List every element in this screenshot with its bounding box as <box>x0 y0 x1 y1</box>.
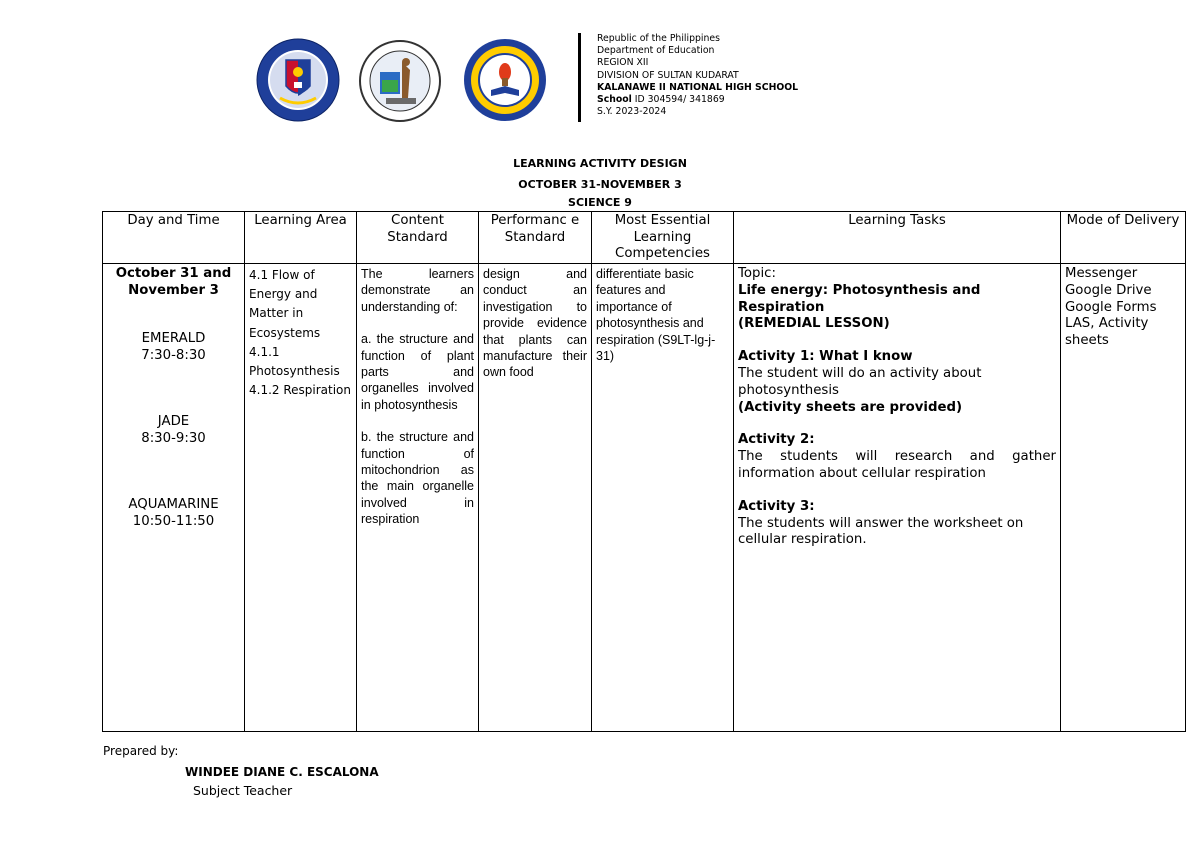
header-division: DIVISION OF SULTAN KUDARAT <box>597 69 739 81</box>
document-date-range: OCTOBER 31-NOVEMBER 3 <box>518 178 682 191</box>
learning-area-item: 4.1.1 Photosynthesis <box>249 344 340 379</box>
activity2-title: Activity 2: <box>738 432 815 448</box>
mode-item: Google Forms <box>1065 299 1157 315</box>
division-seal-logo <box>358 40 442 122</box>
learning-area-item: 4.1.2 Respiration <box>249 383 352 398</box>
activity3-title: Activity 3: <box>738 498 815 514</box>
cell-melc: differentiate basic features and importance of photosynthesis and respiration (S9LT-lg-j-31) <box>592 264 734 732</box>
cell-content-standard <box>357 264 479 732</box>
header-day-time: Day and Time <box>103 212 245 264</box>
header-school-name: KALANAWE II NATIONAL HIGH SCHOOL <box>597 81 799 93</box>
activity1-desc: The student will do an activity about photosynthesis <box>738 365 982 398</box>
header-mode-delivery: Mode of Delivery <box>1061 212 1186 264</box>
header-content-standard: Content Standard <box>357 212 479 264</box>
teacher-name: WINDEE DIANE C. ESCALONA <box>185 765 379 779</box>
topic-title: Life energy: Photosynthesis and Respiration <box>738 282 981 315</box>
school-header <box>597 33 798 118</box>
cell-day-time <box>103 264 245 732</box>
activity2-desc: The students will research and gather information about cellular respiration <box>738 449 1056 481</box>
date-line1: October 31 and <box>115 266 232 281</box>
header-school-id-label: School <box>597 94 632 106</box>
teacher-role: Subject Teacher <box>193 783 293 798</box>
cell-mode-delivery <box>1061 264 1186 732</box>
section-jade-time: 8:30-9:30 <box>141 430 206 446</box>
prepared-by-label: Prepared by: <box>103 744 179 758</box>
content-standard-intro: The learners demonstrate an understanding of: <box>361 267 474 314</box>
header-learning-tasks: Learning Tasks <box>734 212 1061 264</box>
activity1-title: Activity 1: What I know <box>738 349 913 365</box>
document-subject: SCIENCE 9 <box>568 196 632 209</box>
cell-performance-standard: design and conduct an investigation to provide evidence that plants can manufacture their own food <box>479 264 592 732</box>
section-aquamarine-time: 10:50-11:50 <box>132 513 215 529</box>
header-school-year: S.Y. 2023-2024 <box>597 106 667 118</box>
header-melc: Most Essential Learning Competencies <box>592 212 734 264</box>
learning-activity-table <box>102 211 1186 732</box>
activity3-desc: The students will answer the worksheet on cellular respiration. <box>738 515 1024 548</box>
header-school-id-value: ID 304594/ 341869 <box>631 94 725 106</box>
remedial-label: (REMEDIAL LESSON) <box>738 316 890 332</box>
header-republic: Republic of the Philippines <box>597 33 720 44</box>
table-row <box>103 264 1186 732</box>
school-seal-logo <box>462 38 548 122</box>
date-line2: November 3 <box>128 282 219 298</box>
header-school-id <box>597 94 798 106</box>
learning-area-item: 4.1 Flow of Energy and Matter in Ecosystems <box>249 268 321 340</box>
table-header-row <box>103 212 1186 264</box>
mode-item: LAS, Activity sheets <box>1065 316 1149 349</box>
header-divider <box>578 33 581 122</box>
mode-item: Messenger <box>1065 266 1138 281</box>
section-aquamarine-name: AQUAMARINE <box>128 497 219 512</box>
document-title: LEARNING ACTIVITY DESIGN <box>513 157 687 170</box>
deped-seal-logo <box>250 38 346 122</box>
header-department: Department of Education <box>597 45 715 57</box>
topic-label: Topic: <box>738 266 776 281</box>
logos-row <box>250 38 560 123</box>
cell-learning-tasks <box>734 264 1061 732</box>
section-emerald-time: 7:30-8:30 <box>141 347 206 363</box>
header-region: REGION XII <box>597 57 649 69</box>
header-performance-standard: Performanc e Standard <box>479 212 592 264</box>
section-jade-name: JADE <box>157 414 190 429</box>
activity1-note: (Activity sheets are provided) <box>738 399 963 415</box>
content-standard-b: b. the structure and function of mitochondrion as the main organelle involved in respiration <box>361 430 474 527</box>
mode-item: Google Drive <box>1065 282 1152 298</box>
section-emerald-name: EMERALD <box>141 331 206 346</box>
header-learning-area: Learning Area <box>245 212 357 264</box>
cell-learning-area <box>245 264 357 732</box>
content-standard-a: a. the structure and function of plant parts and organelles involved in photosynthesis <box>361 332 474 412</box>
